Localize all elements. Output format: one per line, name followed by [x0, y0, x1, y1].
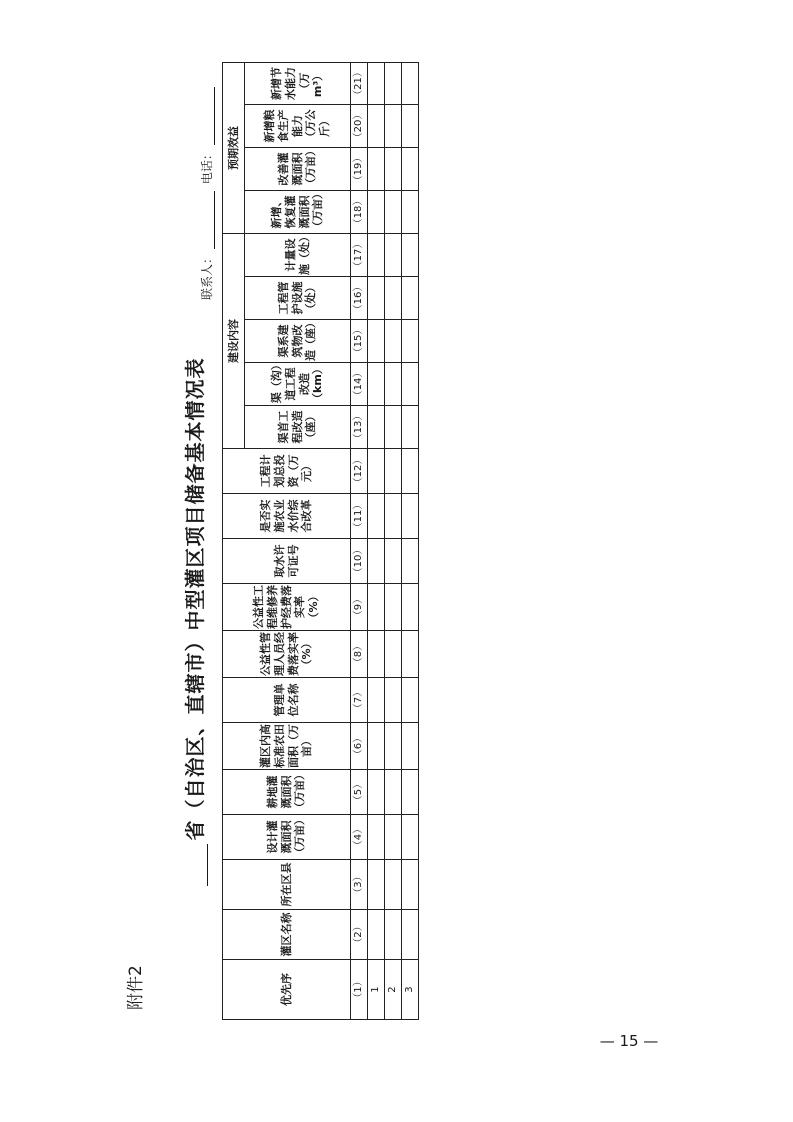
empty-cell — [402, 539, 419, 584]
column-number-cell: （3） — [351, 860, 368, 910]
column-number-cell: （12） — [351, 449, 368, 494]
empty-cell — [402, 723, 419, 770]
column-number-cell: （17） — [351, 233, 368, 276]
column-number-cell: （10） — [351, 539, 368, 584]
column-number-cell: （14） — [351, 363, 368, 406]
empty-cell — [385, 406, 402, 449]
empty-cell — [402, 449, 419, 494]
empty-cell — [385, 190, 402, 233]
column-number-cell: （4） — [351, 815, 368, 860]
empty-cell — [385, 320, 402, 363]
row-priority-cell: 2 — [385, 960, 402, 1020]
column-number-cell: （11） — [351, 494, 368, 539]
column-number-cell: （9） — [351, 584, 368, 631]
empty-cell — [402, 678, 419, 723]
row-priority-cell: 3 — [402, 960, 419, 1020]
header-water-permit: 取水许可证号 — [223, 539, 351, 584]
empty-cell — [368, 363, 385, 406]
column-number-cell: （19） — [351, 147, 368, 190]
header-district-name: 灌区名称 — [223, 910, 351, 960]
empty-cell — [368, 449, 385, 494]
column-number-cell: （18） — [351, 190, 368, 233]
contact-person-label: 联系人： — [200, 251, 214, 300]
header-priority: 优先序 — [223, 960, 351, 1020]
page-number: — 15 — — [599, 1032, 659, 1050]
empty-cell — [368, 320, 385, 363]
empty-cell — [385, 277, 402, 320]
title-text: 省（自治区、直辖市）中型灌区项目储备基本情况表 — [183, 357, 207, 841]
header-group-construction: 建设内容 — [223, 233, 245, 448]
empty-cell — [402, 860, 419, 910]
empty-cell — [385, 147, 402, 190]
empty-cell — [402, 62, 419, 104]
column-number-cell: （16） — [351, 277, 368, 320]
empty-cell — [385, 363, 402, 406]
empty-cell — [385, 62, 402, 104]
header-group-benefit: 预期效益 — [223, 62, 245, 233]
empty-cell — [402, 104, 419, 147]
header-design-area: 设计灌溉面积（万亩） — [223, 815, 351, 860]
project-table — [222, 62, 419, 1020]
empty-cell — [385, 815, 402, 860]
column-number-cell: （1） — [351, 960, 368, 1020]
empty-cell — [402, 631, 419, 678]
empty-cell — [385, 233, 402, 276]
contact-phone-label: 电话： — [200, 148, 214, 185]
empty-cell — [368, 860, 385, 910]
empty-cell — [368, 62, 385, 104]
column-number-cell: （15） — [351, 320, 368, 363]
empty-cell — [402, 190, 419, 233]
header-structures: 渠系建筑物改造（座） — [245, 320, 351, 363]
empty-cell — [368, 723, 385, 770]
column-number-cell: （7） — [351, 678, 368, 723]
empty-cell — [402, 584, 419, 631]
table-row — [385, 62, 402, 1019]
page-title — [179, 242, 208, 1002]
empty-cell — [368, 406, 385, 449]
empty-cell — [385, 678, 402, 723]
empty-cell — [385, 723, 402, 770]
header-county: 所在区县 — [223, 860, 351, 910]
column-number-cell: （21） — [351, 62, 368, 104]
empty-cell — [402, 147, 419, 190]
empty-cell — [402, 363, 419, 406]
empty-cell — [385, 449, 402, 494]
empty-cell — [368, 910, 385, 960]
empty-cell — [368, 770, 385, 815]
header-total-investment: 工程计划总投资（万元） — [223, 449, 351, 494]
empty-cell — [385, 104, 402, 147]
empty-cell — [385, 494, 402, 539]
empty-cell — [368, 147, 385, 190]
empty-cell — [368, 539, 385, 584]
header-farmland-area: 耕地灌溉面积（万亩） — [223, 770, 351, 815]
empty-cell — [402, 815, 419, 860]
header-water-saving: 新增节水能力（万m³） — [245, 62, 351, 104]
column-number-cell: （6） — [351, 723, 368, 770]
column-number-cell: （2） — [351, 910, 368, 960]
header-price-reform: 是否实施农业水价综合改革 — [223, 494, 351, 539]
empty-cell — [385, 860, 402, 910]
empty-cell — [368, 678, 385, 723]
column-number-cell: （5） — [351, 770, 368, 815]
empty-cell — [402, 320, 419, 363]
empty-cell — [402, 406, 419, 449]
header-protection: 工程管护设施（处） — [245, 277, 351, 320]
header-management-unit: 管理单位名称 — [223, 678, 351, 723]
empty-cell — [385, 584, 402, 631]
contact-phone-blank — [203, 87, 215, 145]
header-grain-capacity: 新增粮食生产能力（万公斤） — [245, 104, 351, 147]
empty-cell — [402, 277, 419, 320]
empty-cell — [385, 910, 402, 960]
empty-cell — [402, 233, 419, 276]
empty-cell — [402, 494, 419, 539]
contact-person-blank — [203, 191, 215, 249]
column-number-row — [351, 62, 368, 1019]
empty-cell — [368, 815, 385, 860]
province-blank — [189, 845, 208, 887]
header-channel: 渠（沟）道工程改造（km） — [245, 363, 351, 406]
empty-cell — [368, 104, 385, 147]
empty-cell — [368, 233, 385, 276]
column-number-cell: （20） — [351, 104, 368, 147]
empty-cell — [368, 631, 385, 678]
empty-cell — [368, 277, 385, 320]
table-row — [402, 62, 419, 1019]
empty-cell — [368, 494, 385, 539]
column-number-cell: （13） — [351, 406, 368, 449]
empty-cell — [368, 584, 385, 631]
contact-line — [198, 84, 215, 300]
header-metering: 计量设施（处） — [245, 233, 351, 276]
empty-cell — [385, 770, 402, 815]
header-high-standard-area: 灌区内高标准农田面积（万亩） — [223, 723, 351, 770]
row-priority-cell: 1 — [368, 960, 385, 1020]
column-number-cell: （8） — [351, 631, 368, 678]
header-improved-area: 改善灌溉面积（万亩） — [245, 147, 351, 190]
header-maintenance-funding-rate: 公益性工程维修养护经费落实率（%） — [223, 584, 351, 631]
empty-cell — [385, 631, 402, 678]
empty-cell — [385, 539, 402, 584]
empty-cell — [368, 190, 385, 233]
empty-cell — [402, 910, 419, 960]
empty-cell — [402, 770, 419, 815]
header-staff-funding-rate: 公益性管理人员经费落实率（%） — [223, 631, 351, 678]
header-new-area: 新增、恢复灌溉面积（万亩） — [245, 190, 351, 233]
table-row — [368, 62, 385, 1019]
attachment-label: 附件2 — [126, 965, 146, 1010]
header-headworks: 渠首工程改造（座） — [245, 406, 351, 449]
